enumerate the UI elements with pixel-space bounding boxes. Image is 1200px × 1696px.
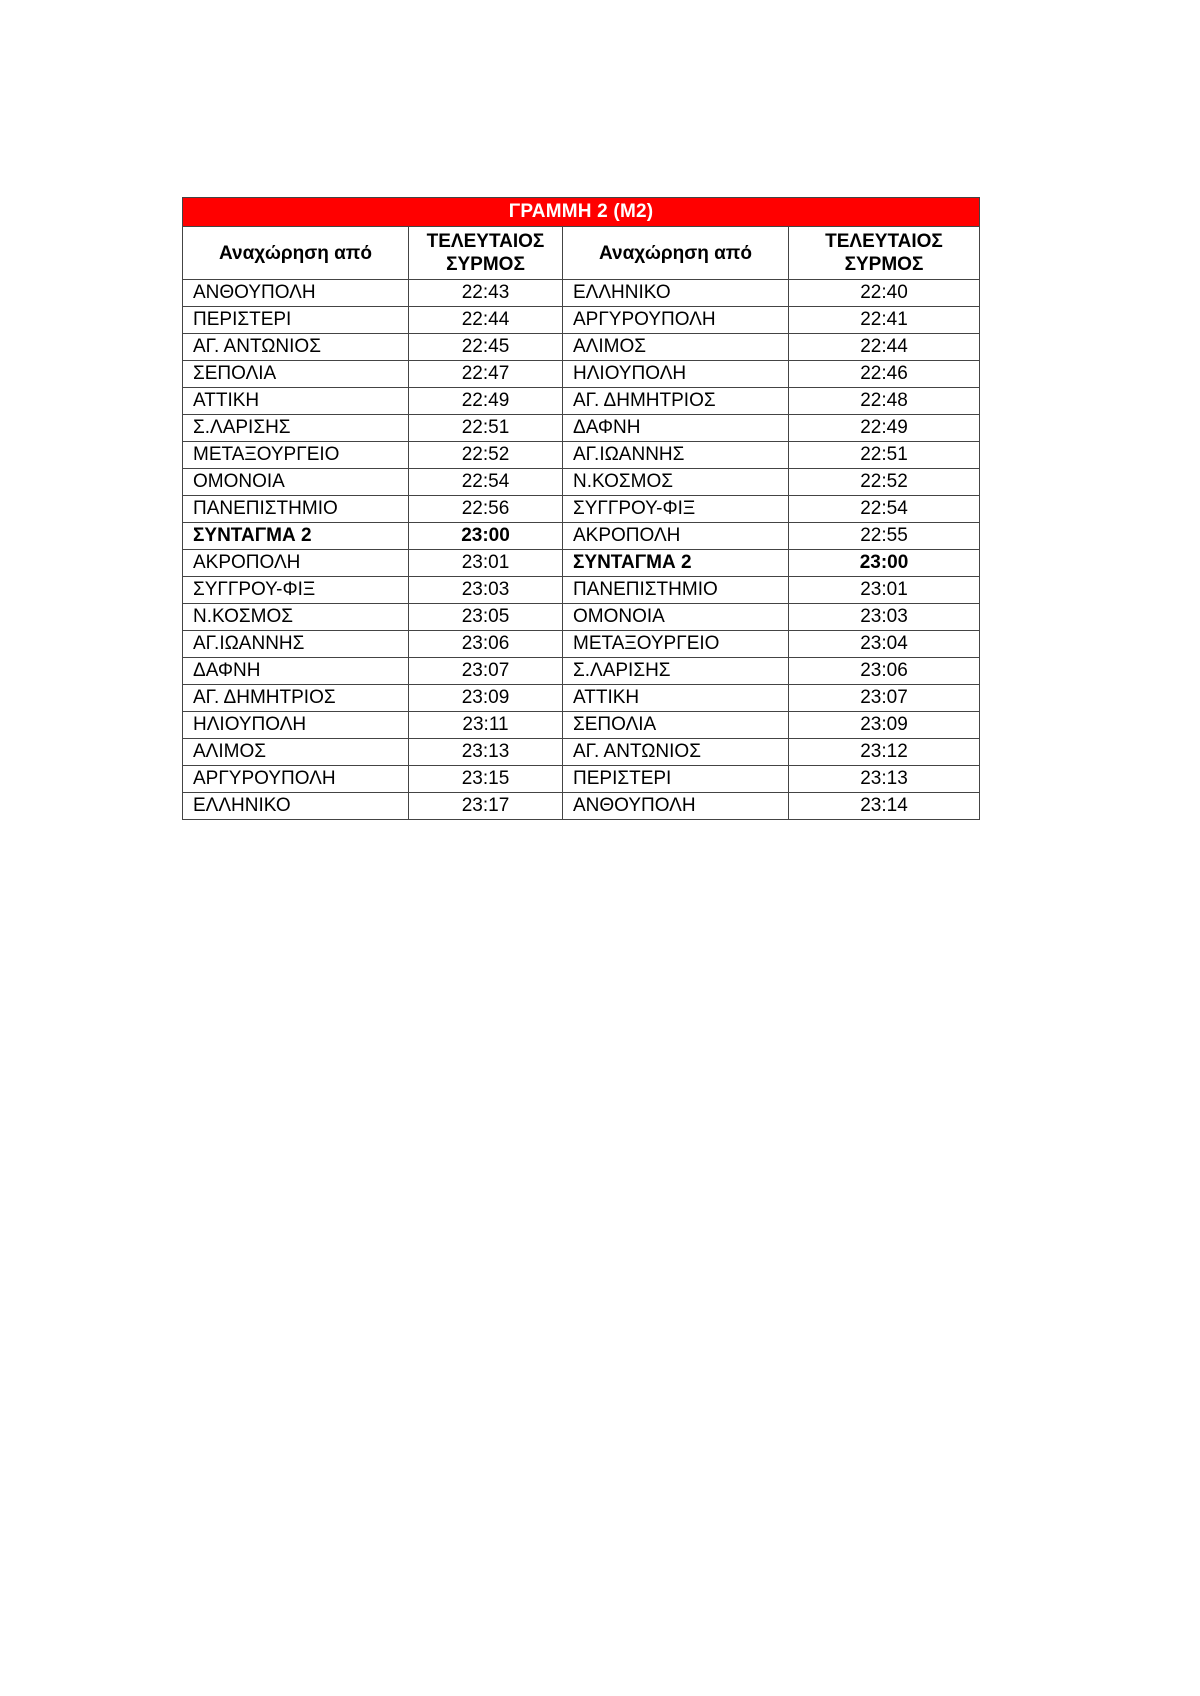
right-time-cell: 23:04: [789, 631, 980, 658]
right-station-cell: ΑΛΙΜΟΣ: [563, 334, 789, 361]
table-row: [183, 442, 980, 469]
right-time-cell: 23:00: [789, 550, 980, 577]
table-row: [183, 739, 980, 766]
table-row: [183, 685, 980, 712]
left-time-cell: 22:52: [409, 442, 563, 469]
left-time-cell: 23:07: [409, 658, 563, 685]
left-time-cell: 22:43: [409, 280, 563, 307]
table-title-row: [183, 198, 980, 227]
left-station-cell: Σ.ΛΑΡΙΣΗΣ: [183, 415, 409, 442]
table-row: [183, 550, 980, 577]
table-row: [183, 658, 980, 685]
table-row: [183, 577, 980, 604]
header-last-train-left-line1: ΤΕΛΕΥΤΑΙΟΣ: [426, 231, 545, 252]
right-station-cell: ΑΓ. ΑΝΤΩΝΙΟΣ: [563, 739, 789, 766]
table-row: [183, 361, 980, 388]
right-station-cell: ΜΕΤΑΞΟΥΡΓΕΙΟ: [563, 631, 789, 658]
header-last-train-right: [789, 227, 980, 280]
left-time-cell: 23:17: [409, 793, 563, 820]
left-station-cell: ΔΑΦΝΗ: [183, 658, 409, 685]
right-time-cell: 22:44: [789, 334, 980, 361]
right-time-cell: 22:49: [789, 415, 980, 442]
table-row: [183, 388, 980, 415]
right-time-cell: 23:03: [789, 604, 980, 631]
left-time-cell: 23:13: [409, 739, 563, 766]
right-station-cell: ΠΑΝΕΠΙΣΤΗΜΙΟ: [563, 577, 789, 604]
right-time-cell: 22:51: [789, 442, 980, 469]
table-row: [183, 604, 980, 631]
header-last-train-right-line1: ΤΕΛΕΥΤΑΙΟΣ: [825, 231, 943, 252]
right-station-cell: ΣΕΠΟΛΙΑ: [563, 712, 789, 739]
header-last-train-left: [409, 227, 563, 280]
right-time-cell: 23:07: [789, 685, 980, 712]
left-station-cell: ΠΑΝΕΠΙΣΤΗΜΙΟ: [183, 496, 409, 523]
right-station-cell: ΑΚΡΟΠΟΛΗ: [563, 523, 789, 550]
right-time-cell: 22:46: [789, 361, 980, 388]
right-time-cell: 22:48: [789, 388, 980, 415]
left-time-cell: 22:47: [409, 361, 563, 388]
left-time-cell: 22:45: [409, 334, 563, 361]
left-time-cell: 22:49: [409, 388, 563, 415]
right-station-cell: ΟΜΟΝΟΙΑ: [563, 604, 789, 631]
left-station-cell: ΑΛΙΜΟΣ: [183, 739, 409, 766]
right-station-cell: ΑΓ. ΔΗΜΗΤΡΙΟΣ: [563, 388, 789, 415]
left-station-cell: ΣΕΠΟΛΙΑ: [183, 361, 409, 388]
right-station-cell: Σ.ΛΑΡΙΣΗΣ: [563, 658, 789, 685]
left-time-cell: 23:06: [409, 631, 563, 658]
table-row: [183, 793, 980, 820]
left-time-cell: 23:09: [409, 685, 563, 712]
left-station-cell: ΑΚΡΟΠΟΛΗ: [183, 550, 409, 577]
header-departure-left: Αναχώρηση από: [183, 227, 409, 280]
table-row: [183, 307, 980, 334]
right-station-cell: ΠΕΡΙΣΤΕΡΙ: [563, 766, 789, 793]
right-station-cell: ΣΥΝΤΑΓΜΑ 2: [563, 550, 789, 577]
right-time-cell: 23:13: [789, 766, 980, 793]
right-station-cell: ΑΓ.ΙΩΑΝΝΗΣ: [563, 442, 789, 469]
left-time-cell: 23:03: [409, 577, 563, 604]
header-last-train-left-line2: ΣΥΡΜΟΣ: [446, 254, 525, 275]
right-station-cell: ΑΤΤΙΚΗ: [563, 685, 789, 712]
right-time-cell: 22:55: [789, 523, 980, 550]
right-time-cell: 22:41: [789, 307, 980, 334]
right-station-cell: ΑΝΘΟΥΠΟΛΗ: [563, 793, 789, 820]
table-row: [183, 712, 980, 739]
left-station-cell: ΑΡΓΥΡΟΥΠΟΛΗ: [183, 766, 409, 793]
right-time-cell: 23:14: [789, 793, 980, 820]
left-station-cell: ΣΥΓΓΡΟΥ-ΦΙΞ: [183, 577, 409, 604]
right-time-cell: 23:06: [789, 658, 980, 685]
right-station-cell: Ν.ΚΟΣΜΟΣ: [563, 469, 789, 496]
right-station-cell: ΣΥΓΓΡΟΥ-ΦΙΞ: [563, 496, 789, 523]
right-station-cell: ΔΑΦΝΗ: [563, 415, 789, 442]
left-station-cell: ΑΓ.ΙΩΑΝΝΗΣ: [183, 631, 409, 658]
right-time-cell: 23:12: [789, 739, 980, 766]
left-time-cell: 22:54: [409, 469, 563, 496]
line-2-last-train-table: [182, 197, 980, 820]
schedule-table-container: [182, 197, 979, 820]
left-time-cell: 23:11: [409, 712, 563, 739]
table-row: [183, 631, 980, 658]
right-time-cell: 23:09: [789, 712, 980, 739]
right-station-cell: ΑΡΓΥΡΟΥΠΟΛΗ: [563, 307, 789, 334]
table-row: [183, 496, 980, 523]
table-row: [183, 523, 980, 550]
header-last-train-right-line2: ΣΥΡΜΟΣ: [844, 254, 924, 275]
left-time-cell: 23:15: [409, 766, 563, 793]
table-header-row: [183, 227, 980, 280]
table-title: ΓΡΑΜΜΗ 2 (Μ2): [183, 198, 980, 227]
right-time-cell: 23:01: [789, 577, 980, 604]
header-departure-right: Αναχώρηση από: [563, 227, 789, 280]
left-station-cell: ΗΛΙΟΥΠΟΛΗ: [183, 712, 409, 739]
left-station-cell: ΟΜΟΝΟΙΑ: [183, 469, 409, 496]
left-time-cell: 23:00: [409, 523, 563, 550]
left-time-cell: 22:56: [409, 496, 563, 523]
right-station-cell: ΕΛΛΗΝΙΚΟ: [563, 280, 789, 307]
right-time-cell: 22:52: [789, 469, 980, 496]
left-station-cell: Ν.ΚΟΣΜΟΣ: [183, 604, 409, 631]
left-station-cell: ΑΓ. ΑΝΤΩΝΙΟΣ: [183, 334, 409, 361]
right-station-cell: ΗΛΙΟΥΠΟΛΗ: [563, 361, 789, 388]
left-station-cell: ΑΤΤΙΚΗ: [183, 388, 409, 415]
left-time-cell: 23:01: [409, 550, 563, 577]
table-row: [183, 280, 980, 307]
table-row: [183, 469, 980, 496]
left-time-cell: 22:44: [409, 307, 563, 334]
left-station-cell: ΕΛΛΗΝΙΚΟ: [183, 793, 409, 820]
right-time-cell: 22:54: [789, 496, 980, 523]
table-row: [183, 334, 980, 361]
left-station-cell: ΑΝΘΟΥΠΟΛΗ: [183, 280, 409, 307]
left-time-cell: 22:51: [409, 415, 563, 442]
left-station-cell: ΠΕΡΙΣΤΕΡΙ: [183, 307, 409, 334]
right-time-cell: 22:40: [789, 280, 980, 307]
left-station-cell: ΑΓ. ΔΗΜΗΤΡΙΟΣ: [183, 685, 409, 712]
table-row: [183, 766, 980, 793]
left-time-cell: 23:05: [409, 604, 563, 631]
left-station-cell: ΜΕΤΑΞΟΥΡΓΕΙΟ: [183, 442, 409, 469]
table-row: [183, 415, 980, 442]
left-station-cell: ΣΥΝΤΑΓΜΑ 2: [183, 523, 409, 550]
